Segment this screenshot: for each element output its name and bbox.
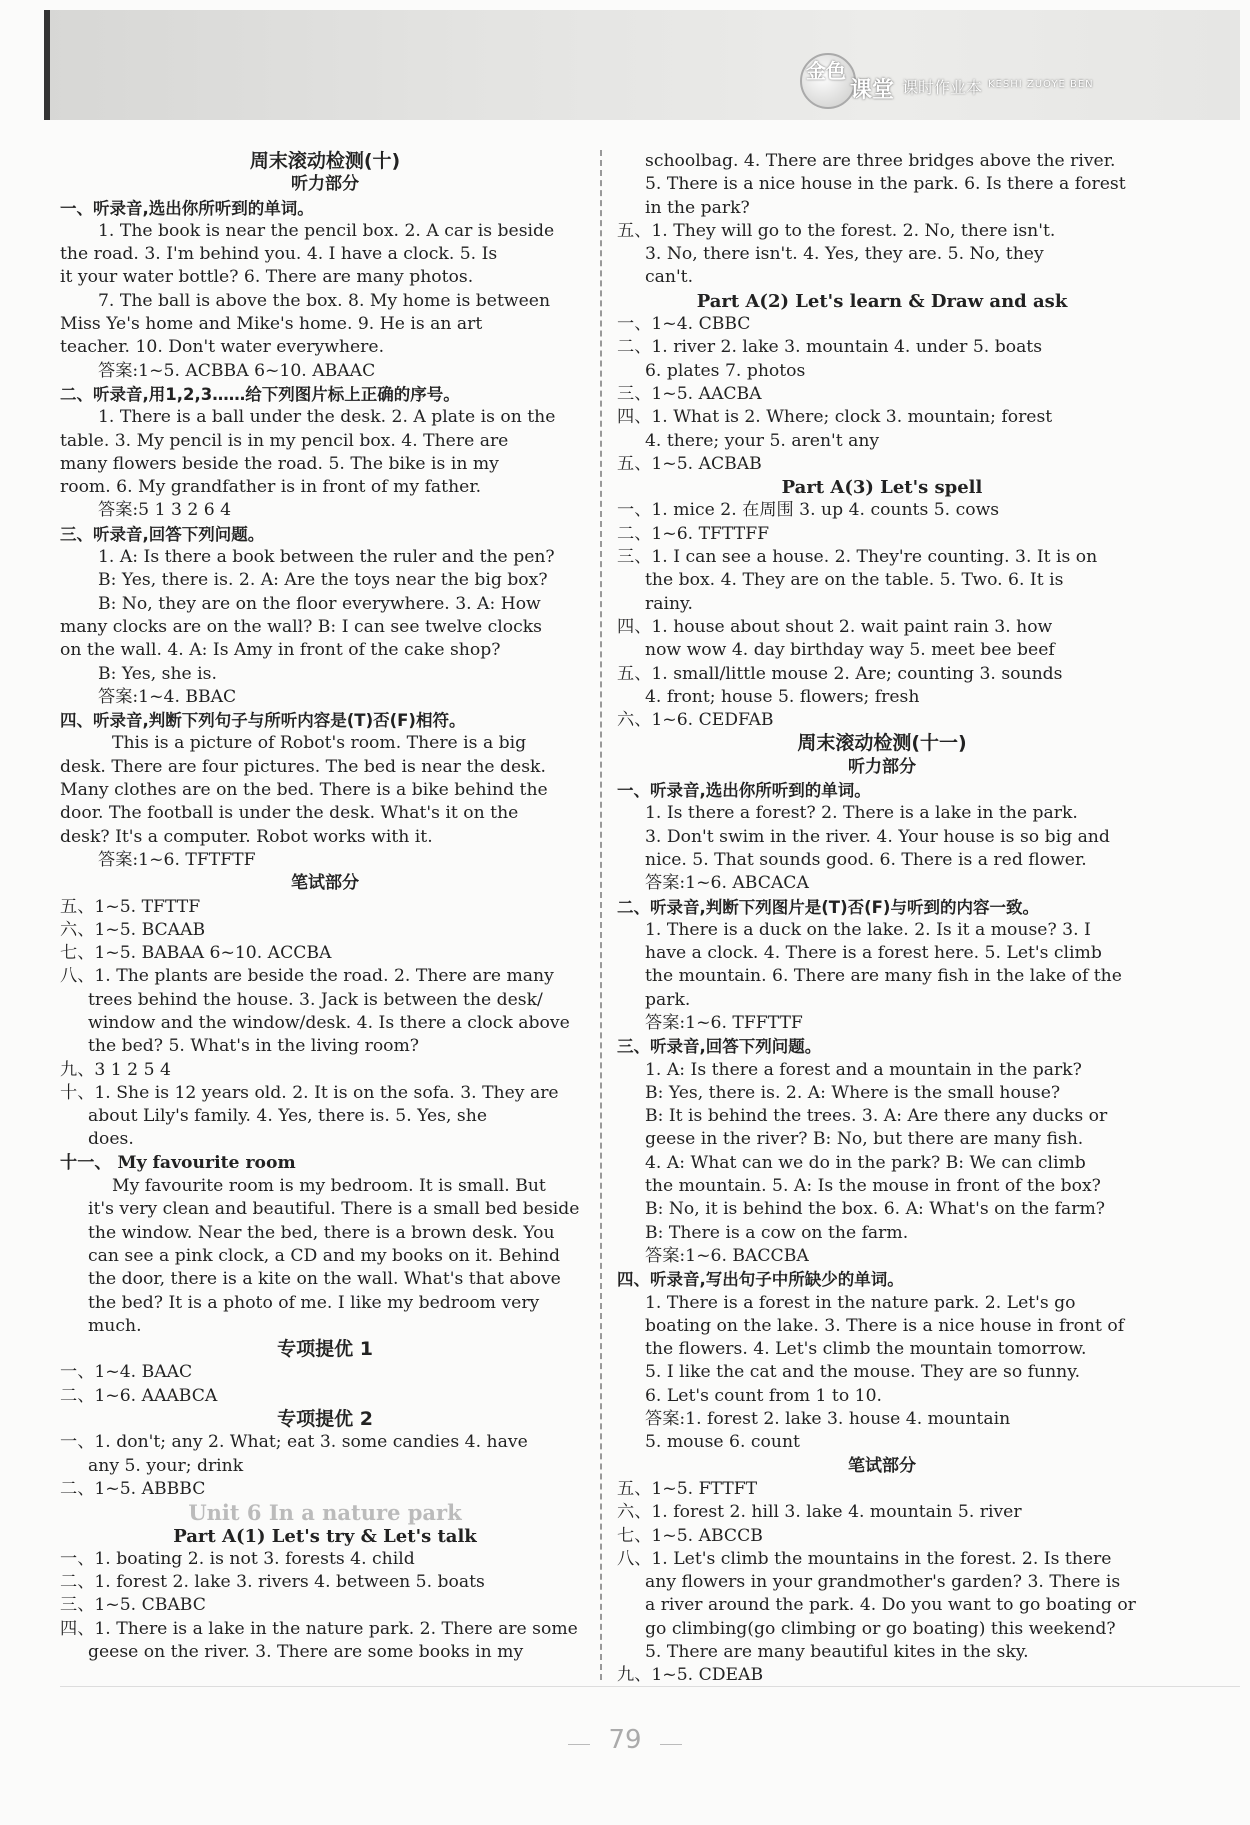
right-lines-line: 5. There is a nice house in the park. 6. Is there a forest — [645, 174, 1126, 195]
right-lines-line: 答案:1. forest 2. lake 3. house 4. mountain — [645, 1409, 1011, 1430]
left-lines-line: 七、1~5. BABAA 6~10. ACCBA — [60, 943, 332, 964]
left-lines-line: 六、1~5. BCAAB — [60, 919, 206, 940]
right-lines-line: 3. No, there isn't. 4. Yes, they are. 5. No, they — [645, 244, 1044, 265]
right-lines-line: the mountain. 5. A: Is the mouse in front of the box? — [645, 1176, 1101, 1197]
right-lines-line: 二、听录音,判断下列图片是(T)否(F)与听到的内容一致。 — [617, 897, 1039, 917]
right-lines-line: a river around the park. 4. Do you want to go boating or — [645, 1595, 1136, 1616]
right-lines-line: in the park? — [645, 197, 750, 218]
left-lines-line: 听力部分 — [291, 174, 359, 195]
right-lines-line: 1. There is a duck on the lake. 2. Is it a mouse? 3. I — [645, 919, 1091, 940]
left-lines-line: any 5. your; drink — [88, 1455, 244, 1476]
left-lines-line: on the wall. 4. A: Is Amy in front of the cake shop? — [60, 640, 501, 661]
left-lines-line: the door, there is a kite on the wall. What's that above — [88, 1269, 561, 1290]
right-lines-line: schoolbag. 4. There are three bridges above the river. — [645, 151, 1116, 171]
left-lines-line: 专项提优 1 — [277, 1338, 373, 1361]
right-lines-line: have a clock. 4. There is a forest here. 5. Let's climb — [645, 943, 1102, 964]
left-lines-line: can see a pink clock, a CD and my books on it. Behind — [88, 1245, 561, 1266]
left-lines-line: 四、听录音,判断下列句子与所听内容是(T)否(F)相符。 — [60, 711, 466, 731]
left-lines-line: 二、1. forest 2. lake 3. rivers 4. between 5. boats — [60, 1572, 485, 1593]
logo-sub: 课时作业本 — [902, 78, 983, 97]
right-lines-line: 听力部分 — [848, 756, 916, 777]
left-lines-line: the bed? It is a photo of me. I like my bedroom very — [88, 1292, 540, 1313]
left-lines-line: room. 6. My grandfather is in front of my father. — [60, 477, 482, 498]
column-divider — [600, 150, 602, 1680]
right-lines-line: 一、1. mice 2. 在周围 3. up 4. counts 5. cows — [617, 500, 1000, 521]
right-lines-line: can't. — [645, 267, 694, 288]
left-lines-line: does. — [88, 1129, 134, 1150]
left-lines-line: 二、1~5. ABBBC — [60, 1478, 206, 1499]
left-lines-line: 八、1. The plants are beside the road. 2. There are many — [60, 966, 554, 987]
left-lines-line: B: No, they are on the floor everywhere. 3. A: How — [98, 593, 541, 614]
right-lines-line: the flowers. 4. Let's climb the mountain tomorrow. — [645, 1339, 1087, 1360]
right-lines-line: 二、1. river 2. lake 3. mountain 4. under 5. boats — [617, 337, 1043, 358]
left-lines-line: many flowers beside the road. 5. The bike is in my — [60, 453, 499, 474]
right-lines-line: 六、1~6. CEDFAB — [617, 710, 774, 731]
right-lines-line: B: There is a cow on the farm. — [645, 1222, 909, 1243]
right-lines-line: now wow 4. day birthday way 5. meet bee beef — [645, 640, 1055, 661]
left-lines-line: 答案:1~6. TFTFTF — [98, 849, 256, 870]
right-lines-line: 6. Let's count from 1 to 10. — [645, 1385, 882, 1406]
right-lines-line: 5. There are many beautiful kites in the sky. — [645, 1642, 1029, 1662]
left-lines-line: desk. There are four pictures. The bed is near the desk. — [60, 756, 546, 777]
left-lines-line: This is a picture of Robot's room. There is a big — [112, 733, 527, 754]
right-lines-line: 1. Is there a forest? 2. There is a lake in the park. — [645, 803, 1078, 824]
left-lines-line: much. — [88, 1315, 142, 1336]
left-lines-line: window and the window/desk. 4. Is there a clock above — [88, 1012, 570, 1033]
right-lines-line: Part A(2) Let's learn & Draw and ask — [696, 290, 1068, 312]
left-lines-line: about Lily's family. 4. Yes, there is. 5. Yes, she — [88, 1106, 487, 1127]
right-lines-line: 答案:1~6. BACCBA — [645, 1245, 809, 1266]
right-lines-line: 答案:1~6. TFFTTF — [645, 1012, 803, 1033]
right-column — [617, 150, 1147, 1688]
right-lines-line: B: Yes, there is. 2. A: Where is the small house? — [645, 1082, 1061, 1103]
right-lines-line: the box. 4. They are on the table. 5. Two. 6. It is — [645, 570, 1064, 591]
left-lines-line: 四、1. There is a lake in the nature park. 2. There are some — [60, 1618, 578, 1639]
left-lines-line: it your water bottle? 6. There are many photos. — [60, 267, 474, 288]
right-lines-line: 九、1~5. CDEAB — [617, 1665, 764, 1686]
right-lines-line: nice. 5. That sounds good. 6. There is a red flower. — [645, 849, 1087, 870]
left-lines-line: 答案:1~5. ACBBA 6~10. ABAAC — [98, 360, 376, 381]
right-lines-line: 八、1. Let's climb the mountains in the forest. 2. Is there — [617, 1548, 1112, 1569]
right-lines-line: 五、1. They will go to the forest. 2. No, there isn't. — [617, 220, 1056, 241]
left-lines-line: desk? It's a computer. Robot works with it. — [60, 826, 433, 847]
right-lines-line: 3. Don't swim in the river. 4. Your house is so big and — [645, 826, 1110, 847]
left-column — [60, 150, 590, 1664]
brand-logo — [800, 45, 1240, 105]
right-lines-line: geese in the river? B: No, but there are many fish. — [645, 1129, 1084, 1150]
right-lines-line: 笔试部分 — [848, 1455, 916, 1476]
right-lines-line: B: No, it is behind the box. 6. A: What's on the farm? — [645, 1199, 1105, 1220]
right-lines-line: 1. There is a forest in the nature park. 2. Let's go — [645, 1292, 1076, 1313]
left-lines-line: 一、1~4. BAAC — [60, 1362, 193, 1383]
left-lines-line: Miss Ye's home and Mike's home. 9. He is an art — [60, 314, 483, 335]
left-lines-line: 1. The book is near the pencil box. 2. A car is beside — [98, 220, 555, 241]
right-lines-line: 四、1. house about shout 2. wait paint rain 3. how — [617, 616, 1053, 637]
right-lines-line: 一、1~4. CBBC — [617, 314, 751, 335]
left-lines-line: many clocks are on the wall? B: I can see twelve clocks — [60, 616, 542, 637]
left-lines-line: 一、听录音,选出你所听到的单词。 — [60, 198, 314, 218]
right-lines-line: 五、1~5. ACBAB — [617, 453, 762, 474]
left-lines-line: 答案:1~4. BBAC — [98, 686, 237, 707]
left-lines-line: 二、听录音,用1,2,3……给下列图片标上正确的序号。 — [60, 384, 460, 404]
right-lines-line: rainy. — [645, 593, 693, 614]
left-lines-line: 二、1~6. AAABCA — [60, 1385, 218, 1406]
left-lines-line: 1. A: Is there a book between the ruler and the pen? — [98, 547, 555, 568]
left-lines-line: geese on the river. 3. There are some books in my — [88, 1642, 524, 1662]
left-lines-line: My favourite room is my bedroom. It is small. But — [112, 1176, 546, 1197]
right-lines-line: 5. mouse 6. count — [645, 1432, 800, 1453]
left-lines-line: 一、1. boating 2. is not 3. forests 4. child — [60, 1548, 415, 1569]
right-lines-line: the mountain. 6. There are many fish in the lake of the — [645, 966, 1122, 987]
left-lines-line: 九、3 1 2 5 4 — [60, 1059, 171, 1080]
left-lines-line: 答案:5 1 3 2 6 4 — [98, 500, 232, 521]
left-lines-line: the road. 3. I'm behind you. 4. I have a clock. 5. Is — [60, 244, 498, 265]
left-lines-line: 1. There is a ball under the desk. 2. A plate is on the — [98, 407, 556, 428]
logo-class: 课堂 — [850, 78, 895, 103]
right-lines-line: 答案:1~6. ABCACA — [645, 873, 809, 894]
left-lines-line: 三、1~5. CBABC — [60, 1595, 206, 1616]
right-lines-line: 四、1. What is 2. Where; clock 3. mountain; forest — [617, 407, 1053, 428]
right-lines-line: go climbing(go climbing or go boating) this weekend? — [645, 1618, 1116, 1639]
left-lines-line: B: Yes, there is. 2. A: Are the toys near the big box? — [98, 570, 548, 591]
right-lines-line: any flowers in your grandmother's garden? 3. There is — [645, 1572, 1121, 1593]
right-lines-line: 一、听录音,选出你所听到的单词。 — [617, 781, 871, 801]
right-lines-line: 五、1. small/little mouse 2. Are; counting 3. sounds — [617, 663, 1063, 684]
left-lines-line: table. 3. My pencil is in my pencil box. 4. There are — [60, 430, 509, 451]
left-lines-line: 三、听录音,回答下列问题。 — [60, 524, 265, 544]
left-lines-line: 周末滚动检测(十) — [249, 150, 401, 172]
logo-pinyin: KESHI ZUOYE BEN — [988, 79, 1094, 90]
logo-main: 金色 — [806, 59, 846, 83]
left-lines-line: the window. Near the bed, there is a brown desk. You — [88, 1222, 555, 1243]
left-lines-line: 7. The ball is above the box. 8. My home is between — [98, 290, 551, 311]
left-lines-line: B: Yes, she is. — [98, 663, 217, 684]
left-lines-line: the bed? 5. What's in the living room? — [88, 1036, 420, 1057]
bottom-rule — [60, 1686, 1240, 1687]
page-number-rule-right — [660, 1744, 682, 1745]
right-lines-line: 六、1. forest 2. hill 3. lake 4. mountain 5. river — [617, 1502, 1022, 1523]
right-lines-line: 4. front; house 5. flowers; fresh — [645, 686, 920, 707]
left-lines-line: 五、1~5. TFTTF — [60, 896, 201, 917]
right-lines-line: boating on the lake. 3. There is a nice house in front of — [645, 1315, 1125, 1336]
right-lines-line: 1. A: Is there a forest and a mountain in the park? — [645, 1059, 1082, 1080]
page-number: 79 — [608, 1725, 642, 1755]
left-lines-line: door. The football is under the desk. What's it on the — [60, 803, 519, 824]
right-lines-line: 4. there; your 5. aren't any — [645, 430, 880, 451]
right-lines-line: 5. I like the cat and the mouse. They are so funny. — [645, 1362, 1081, 1383]
right-lines-line: 6. plates 7. photos — [645, 360, 806, 381]
left-lines-line: 笔试部分 — [291, 873, 359, 894]
left-lines-line: teacher. 10. Don't water everywhere. — [60, 337, 385, 358]
right-lines-line: 四、听录音,写出句子中所缺少的单词。 — [617, 1270, 904, 1290]
right-lines-line: 三、1~5. AACBA — [617, 383, 762, 404]
right-lines-line: Part A(3) Let's spell — [781, 477, 983, 499]
left-lines-line: 十一、 My favourite room — [60, 1152, 296, 1173]
left-lines-line: 专项提优 2 — [277, 1408, 373, 1431]
right-lines-line: 三、听录音,回答下列问题。 — [617, 1037, 822, 1057]
left-lines-line: trees behind the house. 3. Jack is between the desk/ — [88, 989, 543, 1010]
right-lines-line: 4. A: What can we do in the park? B: We can climb — [645, 1152, 1086, 1173]
right-lines-line: 五、1~5. FTTFT — [617, 1478, 758, 1499]
left-lines-line: Unit 6 In a nature park — [188, 1501, 462, 1525]
right-lines-line: 三、1. I can see a house. 2. They're counting. 3. It is on — [617, 547, 1098, 568]
left-lines-line: 十、1. She is 12 years old. 2. It is on the sofa. 3. They are — [60, 1082, 559, 1103]
right-lines-line: 周末滚动检测(十一) — [797, 732, 967, 755]
right-lines-line: 七、1~5. ABCCB — [617, 1525, 763, 1546]
left-lines-line: it's very clean and beautiful. There is a small bed beside — [88, 1199, 580, 1220]
left-lines-line: 一、1. don't; any 2. What; eat 3. some candies 4. have — [60, 1432, 528, 1453]
right-lines-line: park. — [645, 989, 691, 1010]
banner-edge — [44, 10, 50, 120]
left-lines-line: Part A(1) Let's try & Let's talk — [173, 1525, 477, 1547]
left-lines-line: Many clothes are on the bed. There is a bike behind the — [60, 780, 548, 801]
right-lines-line: B: It is behind the trees. 3. A: Are there any ducks or — [645, 1106, 1108, 1127]
right-lines-line: 二、1~6. TFTTFF — [617, 523, 770, 544]
